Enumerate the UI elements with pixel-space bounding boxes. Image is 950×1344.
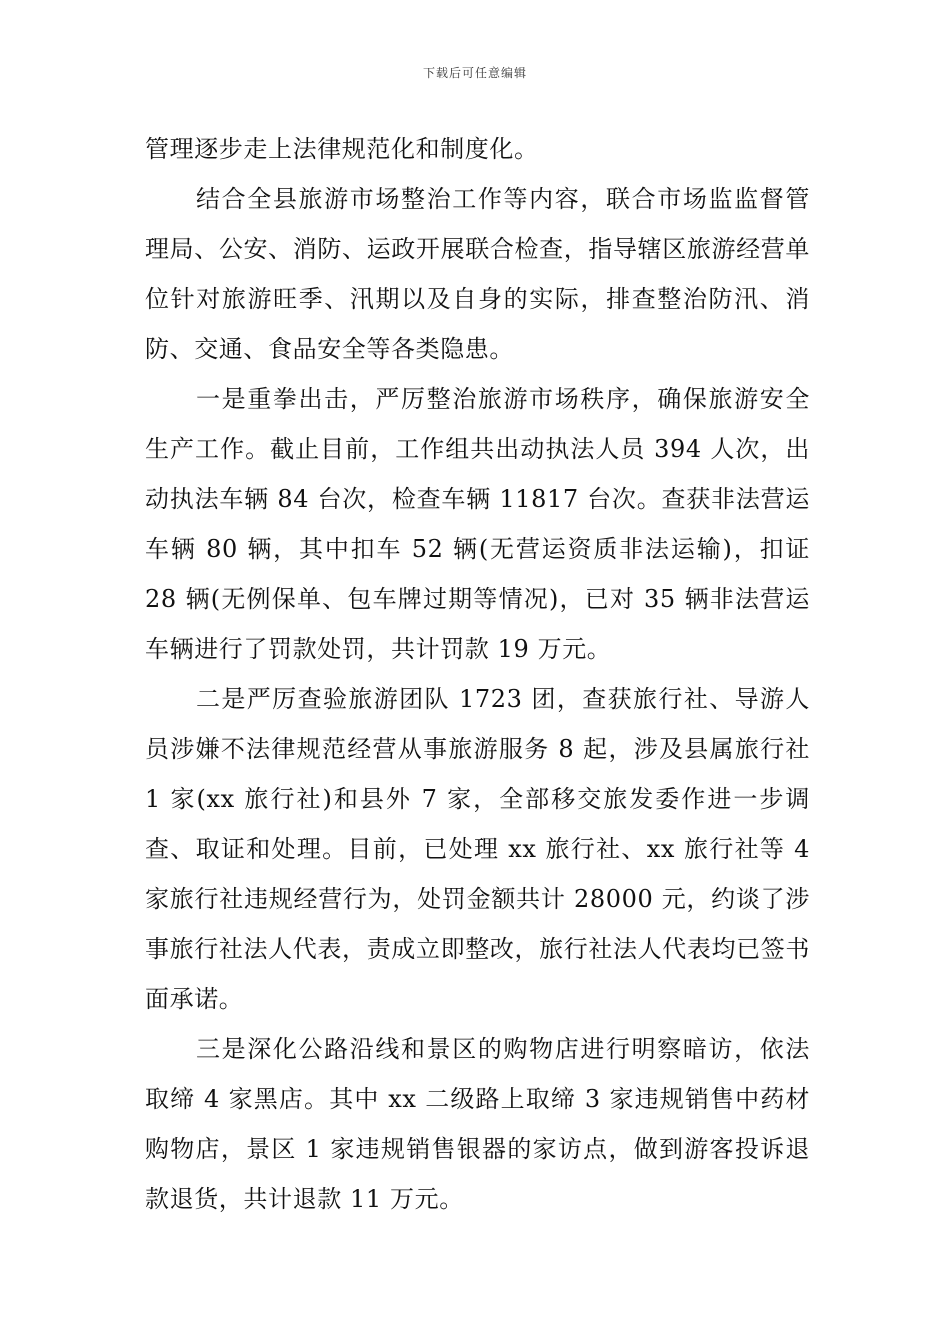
- paragraph-joint-inspection: 结合全县旅游市场整治工作等内容，联合市场监监督管理局、公安、消防、运政开展联合检查，指导辖区旅游经营单位针对旅游旺季、汛期以及自身的实际，排查整治防汛、消防、交通、食品安全等各类隐患。: [145, 185, 810, 363]
- paragraph-point-one: 一是重拳出击，严厉整治旅游市场秩序，确保旅游安全生产工作。截止目前，工作组共出动执法人员 394 人次，出动执法车辆 84 台次，检查车辆 11817 台次。查获非法营运车辆 80 辆，其中扣车 52 辆(无营运资质非法运输)，扣证 28 辆(无例保单、包车牌过期等情况)，已对 35 辆非法营运车辆进行了罚款处罚，共计罚款 19 万元。: [145, 385, 810, 663]
- paragraph-point-two: 二是严厉查验旅游团队 1723 团，查获旅行社、导游人员涉嫌不法律规范经营从事旅游服务 8 起，涉及县属旅行社 1 家(xx 旅行社)和县外 7 家，全部移交旅发委作进一步调查、取证和处理。目前，已处理 xx 旅行社、xx 旅行社等 4 家旅行社违规经营行为，处罚金额共计 28000 元，约谈了涉事旅行社法人代表，责成立即整改，旅行社法人代表均已签书面承诺。: [145, 685, 810, 1013]
- paragraph-continuation: 管理逐步走上法律规范化和制度化。: [145, 135, 539, 163]
- paragraph-point-three: 三是深化公路沿线和景区的购物店进行明察暗访，依法取缔 4 家黑店。其中 xx 二级路上取缔 3 家违规销售中药材购物店，景区 1 家违规销售银器的家访点，做到游客投诉退款退货，共计退款 11 万元。: [145, 1035, 810, 1213]
- document-body: [145, 124, 810, 1224]
- header-note: 下载后可任意编辑: [422, 66, 527, 80]
